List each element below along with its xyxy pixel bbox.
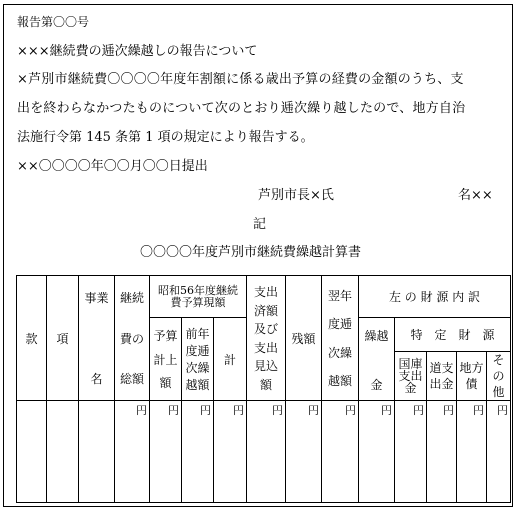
body-line-1: ×芦別市継続費〇〇〇〇年度年割額に係る歳出予算の経費の金額のうち、支 xyxy=(17,72,464,87)
table-title: 〇〇〇〇年度芦別市継続費繰越計算書 xyxy=(140,245,362,260)
kei-header: 計 xyxy=(214,318,247,401)
submission-date: ××〇〇〇〇年〇〇月〇〇日提出 xyxy=(17,159,208,174)
sonota-header: その 他 xyxy=(487,352,511,401)
report-subject: ×××継続費の逓次繰越しの報告について xyxy=(17,44,258,59)
jigyo-cell xyxy=(79,401,115,503)
jigyo-header: 事業 名 xyxy=(79,276,115,401)
tokutei-header: 特 定 財 源 xyxy=(395,318,511,352)
body-line-2: 出を終わらなかつたものについて次のとおり逓次繰り越したので、地方自治 xyxy=(17,101,466,116)
kou-cell xyxy=(47,401,79,503)
sonota-cell: 円 xyxy=(487,401,511,503)
kan-header: 款 xyxy=(17,276,47,401)
zangaku-cell: 円 xyxy=(286,401,322,503)
yosan-cell: 円 xyxy=(150,401,182,503)
kurikoshi-header: 繰越 金 xyxy=(359,318,395,401)
dosho-header: 道支 出金 xyxy=(427,352,457,401)
keizoku-cell: 円 xyxy=(115,401,150,503)
signer-name: 名×× xyxy=(458,188,493,203)
dosho-cell: 円 xyxy=(427,401,457,503)
yokunen-cell: 円 xyxy=(322,401,359,503)
kou-header: 項 xyxy=(47,276,79,401)
carryover-table xyxy=(16,275,511,503)
shishutsu-header: 支出 済額 及び 支出 見込 額 xyxy=(247,276,286,401)
kokko-header: 国庫 支出 金 xyxy=(395,352,427,401)
body-line-3: 法施行令第 145 条第 1 項の規定により報告する。 xyxy=(17,130,314,145)
kurikoshi-cell: 円 xyxy=(359,401,395,503)
yokunen-header: 翌年 度逓 次繰 越額 xyxy=(322,276,359,401)
chihousai-header: 地方 債 xyxy=(457,352,487,401)
zangaku-header: 残額 xyxy=(286,276,322,401)
yosan-header: 予算 計上 額 xyxy=(150,318,182,401)
kan-cell xyxy=(17,401,47,503)
keizoku-header: 継続 費の 総額 xyxy=(115,276,150,401)
kokko-cell: 円 xyxy=(395,401,427,503)
signer-title: 芦別市長×氏 xyxy=(258,188,334,203)
data-row xyxy=(17,401,511,503)
zennen-header: 前年 度逓 次繰 越額 xyxy=(182,318,214,401)
zaigen-header: 左 の 財 源 内 訳 xyxy=(359,276,511,318)
report-number: 報告第〇〇号 xyxy=(17,15,90,29)
zennen-cell: 円 xyxy=(182,401,214,503)
shishutsu-cell: 円 xyxy=(247,401,286,503)
ki-label: 記 xyxy=(253,217,267,232)
chihousai-cell: 円 xyxy=(457,401,487,503)
showa-header: 昭和56年度継続費予算現額 xyxy=(150,276,247,318)
kei-cell: 円 xyxy=(214,401,247,503)
